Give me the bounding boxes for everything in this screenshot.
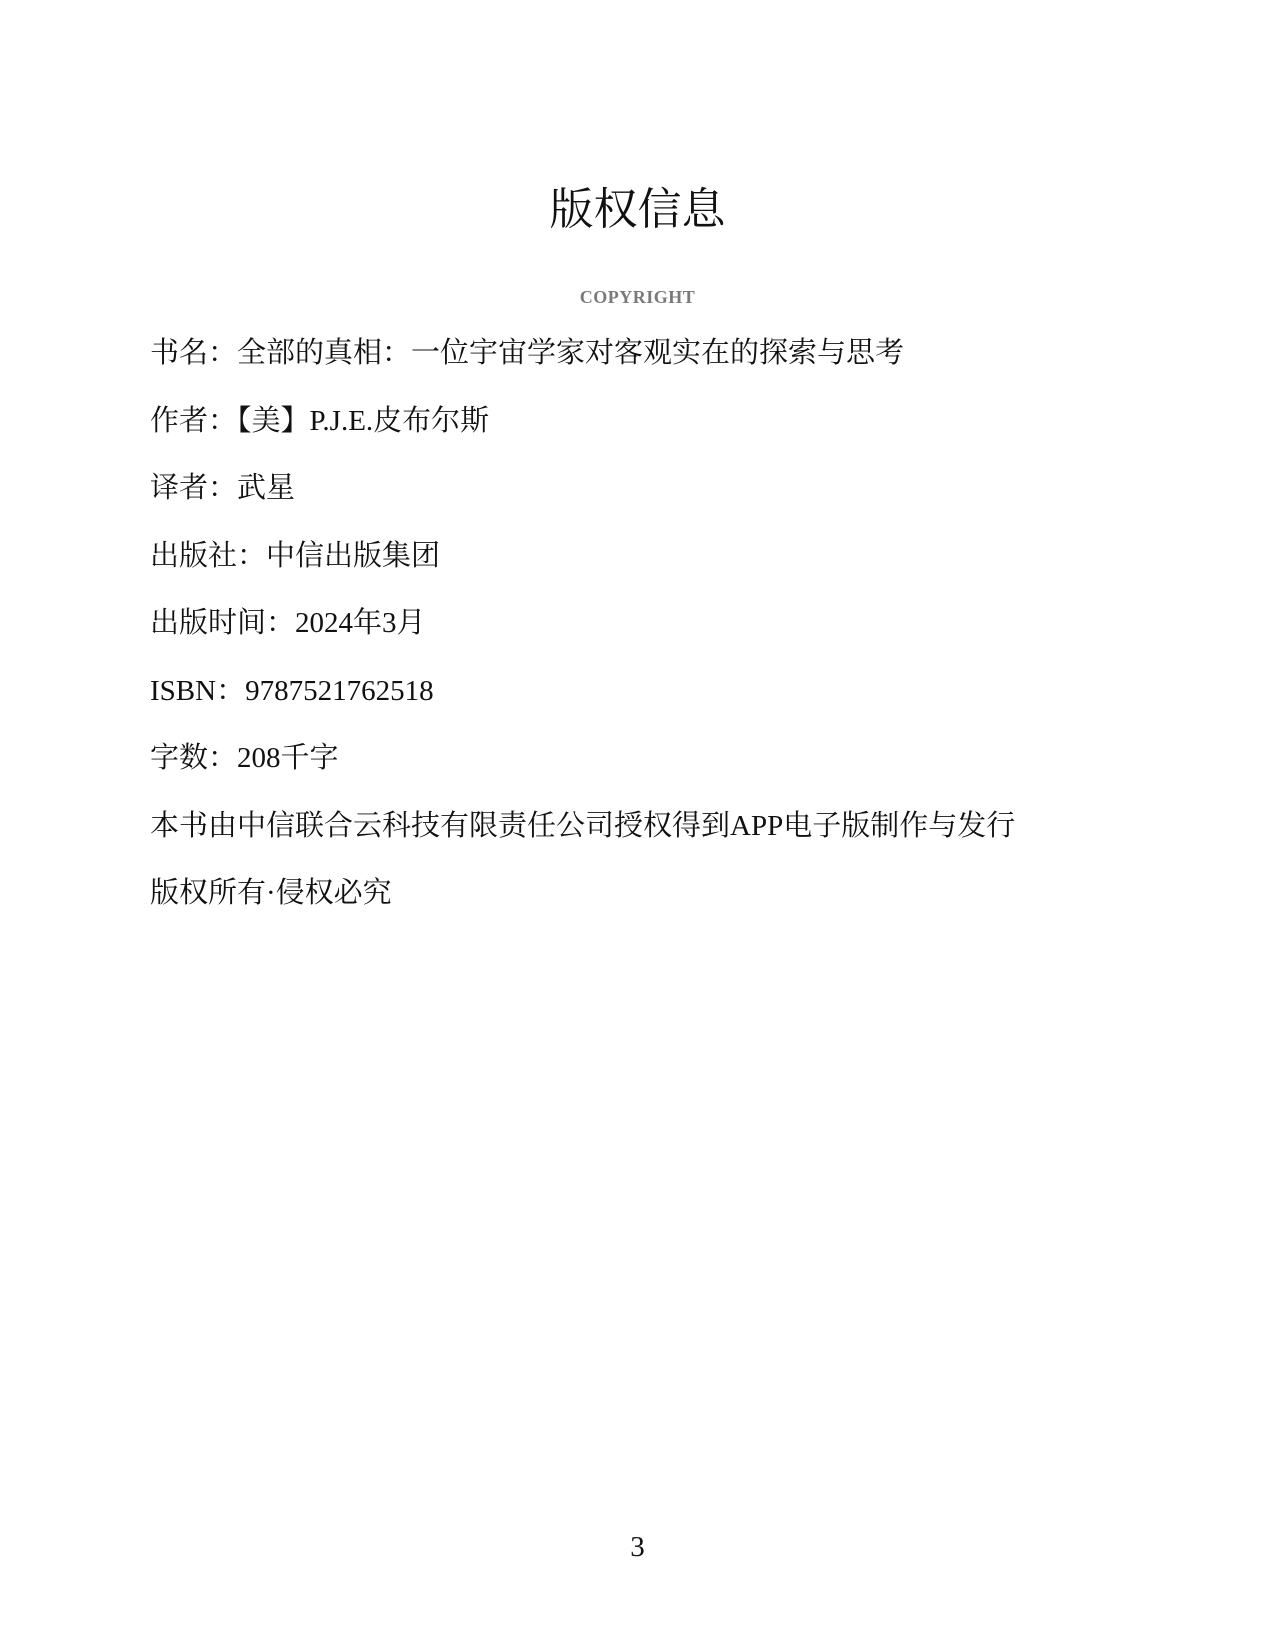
info-license-statement: 本书由中信联合云科技有限责任公司授权得到APP电子版制作与发行 xyxy=(150,809,1016,842)
info-translator: 译者：武星 xyxy=(150,472,296,504)
page-title: 版权信息 xyxy=(549,185,726,234)
info-book-title: 书名：全部的真相：一位宇宙学家对客观实在的探索与思考 xyxy=(150,337,905,369)
page-subtitle: COPYRIGHT xyxy=(579,287,696,307)
info-word-count: 字数：208千字 xyxy=(150,742,339,774)
copyright-info-list xyxy=(150,336,1150,944)
info-isbn: ISBN：9787521762518 xyxy=(150,674,434,707)
info-author: 作者：【美】P.J.E.皮布尔斯 xyxy=(150,404,490,437)
page-number: 3 xyxy=(630,1531,645,1563)
info-publisher: 出版社：中信出版集团 xyxy=(150,539,441,572)
info-rights-reserved: 版权所有·侵权必究 xyxy=(150,877,392,909)
info-publish-date: 出版时间：2024年3月 xyxy=(150,607,426,639)
